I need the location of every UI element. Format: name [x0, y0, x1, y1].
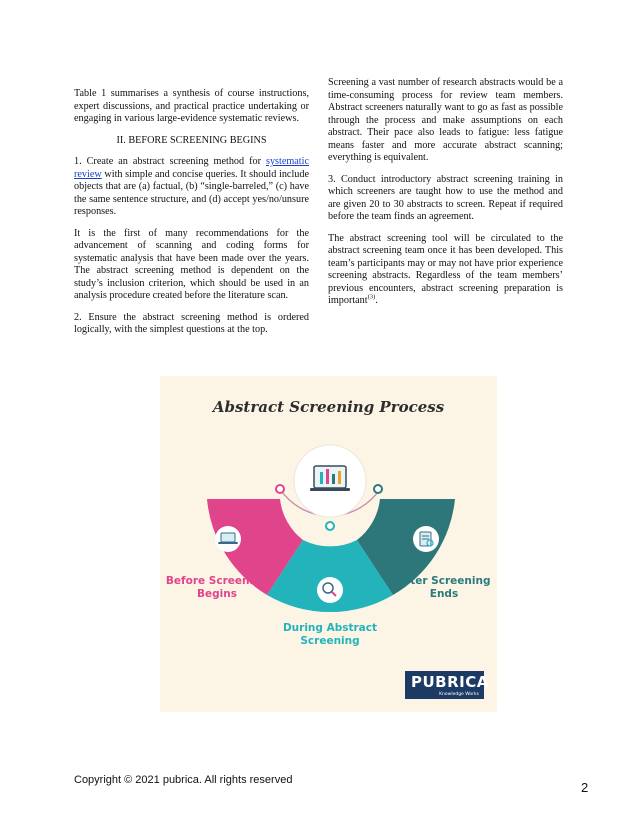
citation-ref: (3) [367, 293, 376, 301]
lab-analysis-icon [310, 466, 350, 491]
logo-tagline: Knowledge Works [439, 692, 479, 697]
paragraph: 2. Ensure the abstract screening method is ordered logically, with the simplest questions at the top. [74, 311, 309, 335]
label-before-screening: Before Screening Begins [165, 575, 269, 600]
paragraph-end: . [375, 295, 378, 306]
icon-circle [317, 577, 343, 603]
section-heading: II. BEFORE SCREENING BEGINS [116, 134, 267, 146]
label-after-screening: After Screening Ends [397, 575, 491, 600]
paragraph: It is the first of many recommendations for the advancement of scanning and coding forms for systematic analysis that have been made over the years. The abstract screening method is dependent on the study’s inclusion criterion, which should be used in an analysis procedure created before the literature scan. [74, 227, 309, 301]
label-during-screening: During Abstract Screening [282, 622, 378, 647]
systematic-review-link[interactable]: systematic review [74, 156, 309, 180]
connector-dot [326, 522, 334, 530]
paragraph-text: 1. Create an abstract screening method for [74, 156, 266, 167]
connector-dot [374, 485, 382, 493]
paragraph [74, 156, 309, 219]
paragraph [328, 233, 563, 308]
logo-name: PUBRICA [411, 673, 489, 691]
paragraph-text: The abstract screening tool will be circulated to the abstract screening team once it has been developed. This team’s participants may or may not have prior experience screening abstracts. Regardless of the team members’ previous encounters, abstract screening preparation is important [328, 232, 563, 306]
abstract-screening-process-figure [160, 376, 497, 712]
pubrica-logo [405, 671, 489, 699]
connector-dot [276, 485, 284, 493]
paragraph: Screening a vast number of research abstracts would be a time-consuming process for review team members. Abstract screeners naturally want to go as fast as possible through the process and make assumptions on each abstract. Their pace also leads to fatigue: less fatigue means faster and more accurate abstract scanning; everything is equivalent. [328, 77, 563, 163]
left-column [74, 88, 309, 346]
report-icon [420, 532, 433, 546]
process-diagram [160, 376, 497, 712]
page-number: 2 [581, 780, 589, 795]
copyright-footer: Copyright © 2021 pubrica. All rights reserved [74, 774, 293, 786]
laptop-icon [218, 533, 238, 544]
paragraph-text: with simple and concise queries. It should include objects that are (a) factual, (b) “single-barreled,” (c) have the same sentence structure, and (d) accept yes/no/unsure responses. [74, 168, 309, 217]
paragraph: 3. Conduct introductory abstract screening training in which screeners are taught how to use the method and are given 20 to 30 abstracts to screen. Repeat if required before the team finds an agreement. [328, 173, 563, 222]
figure-title: Abstract Screening Process [212, 398, 445, 416]
paragraph: Table 1 summarises a synthesis of course instructions, expert discussions, and practical practice undertaking or engaging in various large-evidence systematic reviews. [74, 88, 309, 124]
right-column [328, 77, 563, 317]
